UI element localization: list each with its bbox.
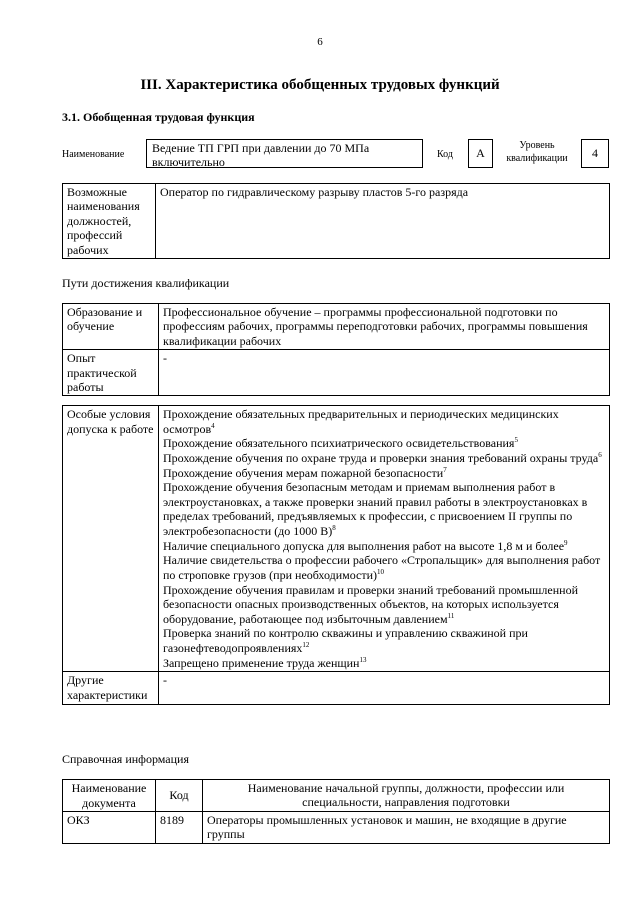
condition-item (163, 407, 605, 436)
table-row (63, 812, 610, 844)
condition-item (163, 656, 605, 671)
condition-text: Прохождение обучения безопасным методам и приемам выполнения работ в электроустановках, а также проверки знаний правил работы в электроустановках в пределах требований, предъявляемых к профессии, с присвоением II группы по электробезопасности (до 1000 В) (163, 480, 588, 538)
footnote-ref: 11 (447, 611, 455, 620)
footnote-ref: 7 (443, 465, 447, 474)
name-label: Наименование (62, 149, 125, 160)
condition-item (163, 539, 605, 554)
reference-header-document: Наименование документа (63, 780, 156, 812)
level-label-line-2: квалификации (506, 153, 568, 164)
footnote-ref: 6 (598, 450, 602, 459)
condition-item (163, 553, 605, 582)
condition-item (163, 583, 605, 627)
education-value: Профессиональное обучение – программы профессиональной подготовки по профессиям рабочих, программы переподготовки рабочих, программы повышения квалификации рабочих (159, 304, 610, 350)
condition-text: Наличие свидетельства о профессии рабочего «Стропальщик» для выполнения работ по строповке грузов (при необходимости) (163, 553, 601, 582)
condition-text: Наличие специального допуска для выполнения работ на высоте 1,8 м и более (163, 538, 565, 553)
condition-text: Прохождение обязательного психиатрического освидетельствования (163, 436, 515, 451)
condition-item (163, 466, 605, 481)
qualification-paths-heading: Пути достижения квалификации (62, 276, 230, 290)
conditions-label: Особые условия допуска к работе (63, 406, 159, 672)
level-label-line-1: Уровень (519, 140, 555, 151)
reference-header-name: Наименование начальной группы, должности, профессии или специальности, направления подготовки (203, 780, 610, 812)
footnote-ref: 9 (564, 538, 568, 547)
positions-label: Возможные наименования должностей, профессий рабочих (63, 184, 156, 259)
reference-cell-code: 8189 (156, 812, 203, 844)
footnote-ref: 4 (211, 421, 215, 430)
code-label: Код (437, 149, 453, 160)
function-identification (62, 139, 610, 171)
reference-cell-document: ОКЗ (63, 812, 156, 844)
condition-item (163, 451, 605, 466)
condition-text: Прохождение обучения правилам и проверки знаний требований промышленной безопасности опасных производственных объектов, на которых используется оборудование, работающее под избыточным давлением (163, 582, 578, 626)
level-label (502, 139, 572, 165)
subsection-title: 3.1. Обобщенная трудовая функция (62, 110, 255, 124)
condition-text: Прохождение обучения мерам пожарной безопасности (163, 465, 444, 480)
condition-item (163, 626, 605, 655)
experience-label: Опыт практической работы (63, 350, 159, 396)
reference-heading: Справочная информация (62, 752, 189, 766)
footnote-ref: 12 (302, 641, 310, 649)
condition-text: Проверка знаний по контролю скважины и управлению скважиной при газонефтеводопроявлениях (163, 626, 528, 655)
function-name-value: Ведение ТП ГРП при давлении до 70 МПа включительно (146, 139, 423, 168)
condition-text: Запрещено применение труда женщин (163, 655, 360, 670)
page-number: 6 (317, 36, 323, 48)
positions-table (62, 183, 610, 259)
experience-value: - (159, 350, 610, 396)
conditions-table (62, 405, 610, 705)
reference-table (62, 779, 610, 844)
level-value: 4 (581, 139, 609, 168)
condition-text: Прохождение обязательных предварительных и периодических медицинских осмотров (163, 407, 559, 436)
section-title: III. Характеристика обобщенных трудовых функций (140, 77, 500, 93)
condition-item (163, 480, 605, 539)
education-label: Образование и обучение (63, 304, 159, 350)
condition-item (163, 436, 605, 451)
education-table (62, 303, 610, 396)
footnote-ref: 13 (359, 655, 367, 664)
condition-text: Прохождение обучения по охране труда и проверки знания требований охраны труда (163, 450, 599, 465)
footnote-ref: 5 (514, 436, 518, 445)
other-characteristics-label: Другие характеристики (63, 672, 159, 704)
conditions-list (159, 406, 610, 672)
positions-value: Оператор по гидравлическому разрыву пластов 5-го разряда (156, 184, 610, 259)
code-value: А (468, 139, 493, 168)
footnote-ref: 8 (332, 524, 336, 532)
reference-header-code: Код (156, 780, 203, 812)
reference-cell-name: Операторы промышленных установок и машин, не входящие в другие группы (203, 812, 610, 844)
footnote-ref: 10 (377, 567, 385, 576)
other-characteristics-value: - (159, 672, 610, 704)
